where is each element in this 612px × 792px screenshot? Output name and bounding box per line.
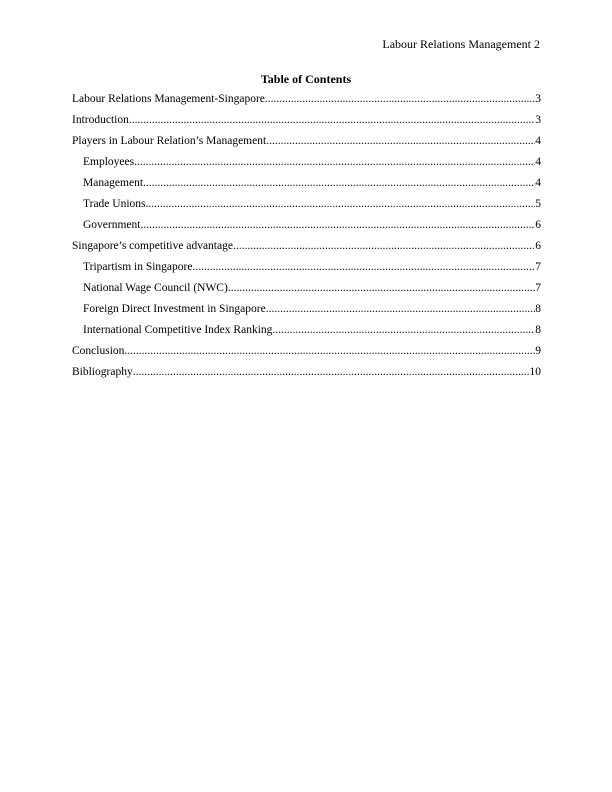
toc-entry-tripartism[interactable] (72, 260, 541, 281)
toc-title: Table of Contents (260, 72, 352, 86)
toc-entry-label: Labour Relations Management-Singapore (72, 93, 265, 105)
dot-leader (133, 365, 530, 379)
toc-entry-conclusion[interactable] (72, 344, 541, 365)
toc-entry-foreign-direct-investment[interactable] (72, 302, 541, 323)
toc-entry-label: International Competitive Index Ranking (83, 324, 273, 336)
dot-leader (143, 176, 535, 190)
toc-entry-label: Tripartism in Singapore (83, 261, 193, 273)
dot-leader (124, 344, 535, 358)
toc-page-number: 6 (535, 240, 541, 252)
toc-entry-label: Management (83, 177, 144, 189)
toc-entry-employees[interactable] (72, 155, 541, 176)
toc-page-number: 3 (535, 114, 541, 126)
toc-page-number: 10 (529, 366, 541, 378)
toc-entry-label: Players in Labour Relation’s Management (72, 135, 267, 147)
toc-entry-introduction[interactable] (72, 113, 541, 134)
toc-page-number: 6 (535, 219, 541, 231)
table-of-contents (72, 92, 541, 386)
toc-entry-government[interactable] (72, 218, 541, 239)
toc-entry-label: Foreign Direct Investment in Singapore (83, 303, 266, 315)
toc-page-number: 8 (535, 324, 541, 336)
toc-entry-label: Introduction (72, 114, 129, 126)
toc-entry-label: Trade Unions (83, 198, 146, 210)
toc-page-number: 7 (535, 282, 541, 294)
toc-entry-competitive-advantage[interactable] (72, 239, 541, 260)
dot-leader (129, 113, 535, 127)
toc-entry-players[interactable] (72, 134, 541, 155)
toc-entry-trade-unions[interactable] (72, 197, 541, 218)
dot-leader (228, 281, 535, 295)
toc-entry-label: Government (83, 219, 141, 231)
toc-entry-label: Conclusion (72, 345, 125, 357)
toc-entry-bibliography[interactable] (72, 365, 541, 386)
dot-leader (265, 92, 535, 106)
toc-entry-labour-relations-management-singapore[interactable] (72, 92, 541, 113)
toc-entry-label: Employees (83, 156, 135, 168)
toc-page-number: 5 (535, 198, 541, 210)
dot-leader (272, 323, 535, 337)
dot-leader (140, 218, 535, 232)
toc-entry-competitive-index-ranking[interactable] (72, 323, 541, 344)
dot-leader (266, 302, 536, 316)
toc-entry-label: Bibliography (72, 366, 133, 378)
toc-page-number: 4 (535, 177, 541, 189)
dot-leader (233, 239, 535, 253)
toc-page-number: 3 (535, 93, 541, 105)
running-head: Labour Relations Management 2 (382, 37, 540, 51)
toc-entry-national-wage-council[interactable] (72, 281, 541, 302)
toc-entry-label: National Wage Council (NWC) (83, 282, 228, 294)
dot-leader (266, 134, 535, 148)
dot-leader (192, 260, 535, 274)
toc-page-number: 7 (535, 261, 541, 273)
dot-leader (134, 155, 535, 169)
toc-entry-management[interactable] (72, 176, 541, 197)
toc-page-number: 4 (535, 135, 541, 147)
toc-page-number: 9 (535, 345, 541, 357)
toc-page-number: 4 (535, 156, 541, 168)
toc-entry-label: Singapore’s competitive advantage (72, 240, 233, 252)
toc-page-number: 8 (535, 303, 541, 315)
dot-leader (146, 197, 536, 211)
